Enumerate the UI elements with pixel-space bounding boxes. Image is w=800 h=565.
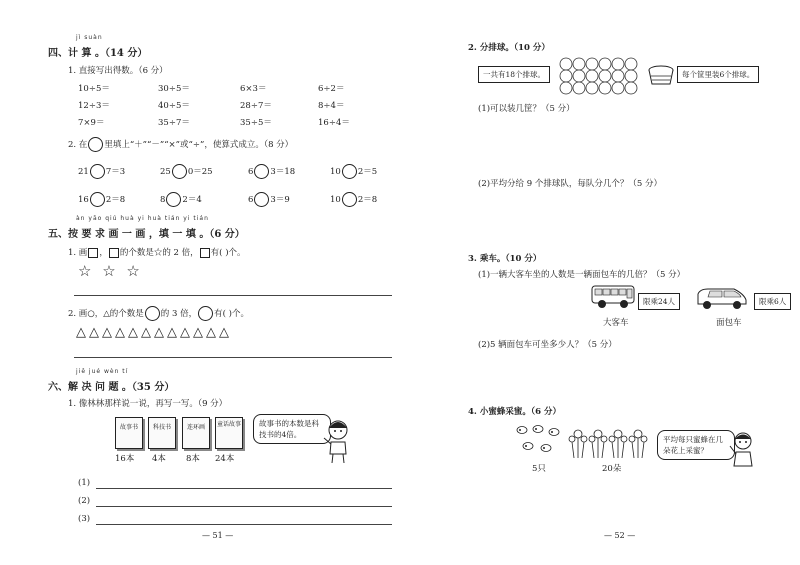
- question-2-b: (2)平均分给 9 个排球队，每队分几个？（5 分）: [478, 179, 662, 189]
- fill-item: 25 0＝25: [160, 164, 213, 179]
- fill-item: 16 2＝8: [78, 192, 125, 207]
- calc-item: 6÷2＝: [318, 84, 345, 94]
- book-count: 4本: [152, 454, 166, 464]
- van-label: 面包车: [716, 318, 742, 328]
- book-icon: 故事书: [115, 417, 143, 449]
- fill-item: 10 2＝5: [330, 164, 377, 179]
- triangles-row: △△△△△△△△△△△△: [76, 325, 232, 340]
- answer-line[interactable]: [96, 488, 392, 489]
- book-count: 8本: [186, 454, 200, 464]
- fill-item: 6 3＝18: [248, 164, 295, 179]
- q2-suffix: 里填上“＋”“－”“×”或“÷”，使算式成立。（8 分）: [104, 140, 294, 150]
- question-3-title: 3. 乘车。（10 分）: [468, 254, 542, 264]
- fill-item: 21 7＝3: [78, 164, 125, 179]
- bees-icon: [514, 422, 564, 458]
- circle-triangle-icons: ○，△: [87, 309, 110, 319]
- calc-item: 28÷7＝: [240, 101, 272, 111]
- circle-blank: [88, 137, 103, 152]
- flower-count: 20朵: [602, 464, 622, 474]
- answer-label: (2): [78, 496, 91, 506]
- basket-capacity-box: 每个筐里装6个排球。: [677, 66, 759, 83]
- book-icon: 科技书: [148, 417, 176, 449]
- circle-blank[interactable]: [90, 164, 105, 179]
- star-icon: ☆: [153, 248, 163, 258]
- draw-question-1: 1. 画 ， 的个数是☆的 2 倍， 有( )个。: [68, 248, 246, 258]
- total-balls-box: 一共有18个排球。: [478, 66, 550, 83]
- calc-item: 10÷5＝: [78, 84, 110, 94]
- calc-item: 35÷5＝: [240, 118, 272, 128]
- calc-item: 8÷4＝: [318, 101, 345, 111]
- boy-icon: [322, 418, 354, 464]
- calc-item: 6×3＝: [240, 84, 267, 94]
- bee-count: 5只: [532, 464, 546, 474]
- book-count: 24本: [215, 454, 235, 464]
- calc-item: 30÷5＝: [158, 84, 190, 94]
- section4-title: 四、计 算 。（14 分）: [48, 48, 148, 59]
- circle-blank[interactable]: [254, 164, 269, 179]
- answer-line[interactable]: [74, 357, 392, 358]
- page-number: — 51 —: [202, 531, 234, 540]
- van-icon: [694, 286, 748, 312]
- circle-blank[interactable]: [166, 192, 181, 207]
- answer-label: (1): [78, 478, 91, 488]
- calc-item: 7×9＝: [78, 118, 105, 128]
- book-count: 16本: [115, 454, 135, 464]
- section6-pinyin: jiě jué wèn tí: [76, 368, 129, 375]
- circle-blank[interactable]: [172, 164, 187, 179]
- stars-row: ☆ ☆ ☆: [78, 262, 143, 280]
- circle-blank[interactable]: [254, 192, 269, 207]
- q2-prefix: 2. 在: [68, 140, 88, 150]
- bus-icon: [590, 282, 638, 310]
- basket-icon: [647, 62, 675, 88]
- square-icon: [200, 248, 210, 258]
- section6-title: 六、解 决 问 题 。（35 分）: [48, 382, 175, 393]
- question-2-title: 2. 分排球。（10 分）: [468, 43, 550, 53]
- answer-line[interactable]: [96, 506, 392, 507]
- draw-question-2: 2. 画○，△的个数是 的 3 倍， 有( )个。: [68, 306, 249, 321]
- section4-pinyin: jì suàn: [76, 34, 103, 41]
- girl-icon: [728, 430, 758, 470]
- volleyballs-icon: [556, 56, 646, 96]
- answer-line[interactable]: [74, 295, 392, 296]
- calc-item: 35÷7＝: [158, 118, 190, 128]
- square-icon: [88, 248, 98, 258]
- question-4-1: 1. 直接写出得数。（6 分）: [68, 66, 168, 76]
- answer-line[interactable]: [96, 524, 392, 525]
- book-icon: 连环画: [182, 417, 210, 449]
- calc-item: 40÷5＝: [158, 101, 190, 111]
- circle-blank[interactable]: [342, 164, 357, 179]
- section5-pinyin: àn yāo qiú huà yi huà tián yi tián: [76, 215, 209, 222]
- calc-item: 16÷4＝: [318, 118, 350, 128]
- calc-item: 12÷3＝: [78, 101, 110, 111]
- fill-item: 10 2＝8: [330, 192, 377, 207]
- section5-title: 五、按 要 求 画 一 画 ，填 一 填 。（6 分）: [48, 229, 245, 240]
- circle-icon: [145, 306, 160, 321]
- answer-label: (3): [78, 514, 91, 524]
- bus-label: 大客车: [603, 318, 629, 328]
- book-icon: 童话故事: [215, 417, 243, 449]
- question-3-a: (1)一辆大客车坐的人数是一辆面包车的几倍？（5 分）: [478, 270, 686, 280]
- square-icon: [109, 248, 119, 258]
- circle-blank[interactable]: [90, 192, 105, 207]
- question-3-b: (2)5 辆面包车可坐多少人？（5 分）: [478, 340, 617, 350]
- circle-icon: [198, 306, 213, 321]
- page-number: — 52 —: [604, 531, 636, 540]
- bee-question-bubble: 平均每只蜜蜂在几朵花上采蜜？: [657, 430, 735, 460]
- question-4-2: [68, 137, 293, 152]
- bus-capacity-tag: 限乘24人: [638, 293, 680, 310]
- speech-bubble: 故事书的本数是科技书的4倍。: [253, 414, 331, 444]
- question-4-title: 4. 小蜜蜂采蜜。（6 分）: [468, 407, 561, 417]
- fill-item: 8 2＝4: [160, 192, 202, 207]
- flowers-icon: [568, 424, 648, 460]
- van-capacity-tag: 限乘6人: [754, 293, 791, 310]
- circle-blank[interactable]: [342, 192, 357, 207]
- fill-item: 6 3＝9: [248, 192, 290, 207]
- question-2-a: (1)可以装几筐？（5 分）: [478, 104, 575, 114]
- question-6-1: 1. 像林林那样说一说，再写一写。（9 分）: [68, 399, 228, 409]
